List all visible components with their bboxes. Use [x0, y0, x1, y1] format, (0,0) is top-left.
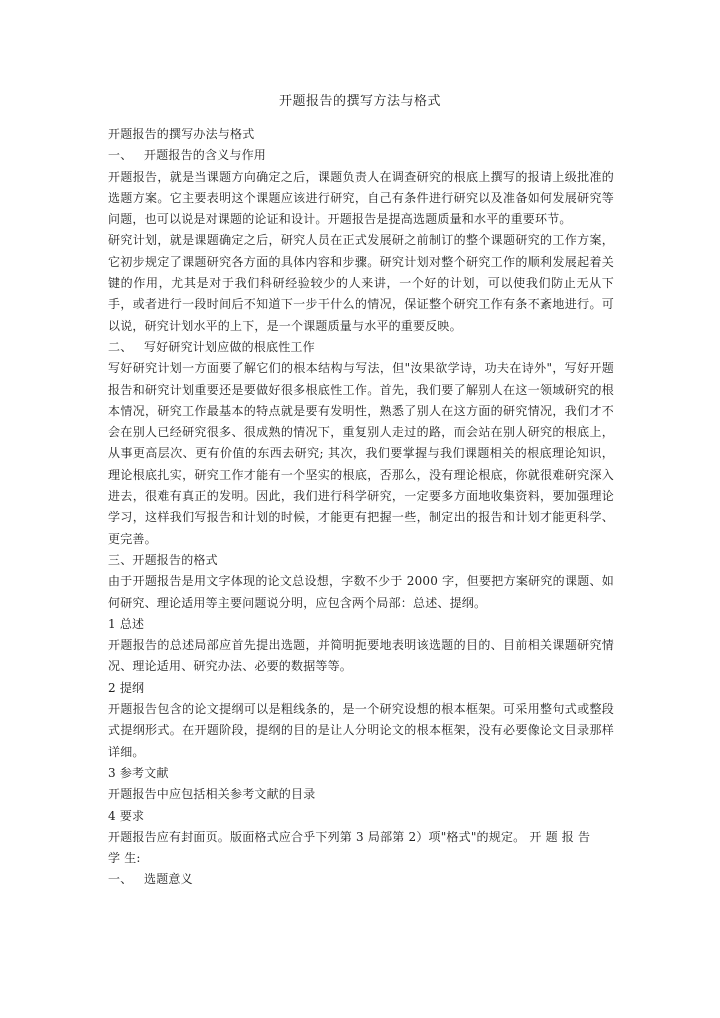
- item-heading-3: 3 参考文献: [108, 765, 169, 780]
- section-number-2: 二、: [108, 339, 133, 354]
- paragraph: 由于开题报告是用文字体现的论文总设想，字数不少于 2000 字，但要把方案研究的课题、如何研究、理论适用等主要问题说分明，应包含两个局部：总述、提纲。: [108, 574, 614, 610]
- section-title-final: 选题意义: [144, 872, 193, 887]
- item-heading-1: 1 总述: [108, 616, 145, 631]
- section-heading-3: [108, 550, 614, 571]
- item-heading-4: 4 要求: [108, 808, 145, 823]
- paragraph: 开题报告包含的论文提纲可以是粗线条的，是一个研究设想的根本框架。可采用整句式或整段式提纲形式。在开题阶段，提纲的目的是让人分明论文的根本框架，没有必要像论文目录那样详细。: [108, 702, 614, 759]
- item-heading-2: 2 提纲: [108, 680, 145, 695]
- paragraph: 开题报告应有封面页。版面格式应合乎下列第 3 局部第 2）项"格式"的规定。 开 题 报 告: [108, 829, 591, 844]
- subtitle: 开题报告的撰写办法与格式: [108, 127, 255, 141]
- document-title: 开题报告的撰写方法与格式: [278, 94, 441, 109]
- section-number-final: 一、: [108, 872, 133, 887]
- student-label: 学 生:: [108, 851, 141, 866]
- section-heading-2: [108, 337, 614, 358]
- section-number-3: 三、: [108, 552, 133, 567]
- paragraph: 开题报告，就是当课题方向确定之后，课题负责人在调查研究的根底上撰写的报请上级批准的选题方案。它主要表明这个课题应该进行研究，自己有条件进行研究以及准备如何发展研究等问题，也可以说是对课题的论证和设计。开题报告是提高选题质量和水平的重要环节。: [108, 169, 614, 227]
- section-title-2: 写好研究计划应做的根底性工作: [144, 339, 315, 354]
- paragraph: 研究计划，就是课题确定之后，研究人员在正式发展研之前制订的整个课题研究的工作方案，它初步规定了课题研究各方面的具体内容和步骤。研究计划对整个研究工作的顺利发展起着关键的作用，尤其是对于我们科研经验较少的人来讲，一个好的计划，可以使我们防止无从下手，或者进行一段时间后不知道下一步干什么的情况，保证整个研究工作有条不紊地进行。可以说，研究计划水平的上下，是一个课题质量与水平的重要反映。: [108, 233, 614, 333]
- paragraph: 开题报告的总述局部应首先提出选题，并简明扼要地表明该选题的目的、目前相关课题研究情况、理论适用、研究办法、必要的数据等等。: [108, 638, 614, 674]
- section-title-1: 开题报告的含义与作用: [144, 148, 267, 163]
- paragraph: 写好研究计划一方面要了解它们的根本结构与写法，但"汝果欲学诗，功夫在诗外"，写好开题报告和研究计划重要还是要做好很多根底性工作。首先，我们要了解别人在这一领域研究的根本情况，研究工作最基本的特点就是要有发明性，熟悉了别人在这方面的研究情况，我们才不会在别人已经研究很多、很成熟的情况下，重复别人走过的路，而会站在别人研究的根底上，从事更高层次、更有价值的东西去研究; 其次，我们要掌握与我们课题相关的根底理论知识，理论根底扎实，研究工作才能有一个坚实的根底，否那么，没有理论根底，你就很难研究深入进去，很难有真正的发明。因此，我们进行科学研究，一定要多方面地收集资料，要加强理论学习，这样我们写报告和计划的时候，才能更有把握一些，制定出的报告和计划才能更科学、更完善。: [108, 361, 614, 546]
- document-body: [108, 124, 614, 891]
- section-heading-final: [108, 869, 614, 890]
- section-title-3: 开题报告的格式: [132, 552, 218, 567]
- paragraph: 开题报告中应包括相关参考文献的目录: [108, 787, 316, 802]
- section-number-1: 一、: [108, 148, 133, 163]
- section-heading-1: [108, 145, 614, 166]
